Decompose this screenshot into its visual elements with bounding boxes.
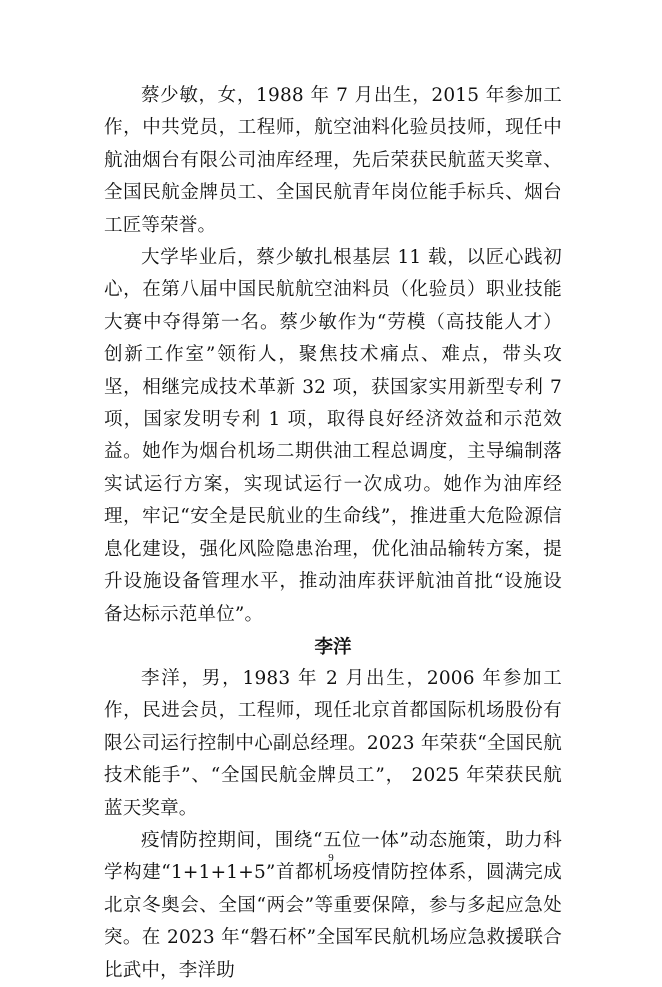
paragraph-li-intro: 李洋，男，1983 年 2 月出生，2006 年参加工作，民进会员，工程师，现任北京首都国际机场股份有限公司运行控制中心副总经理。2023 年荣获“全国民航技术能手”、“全国民航金牌员工”， 2025 年荣获民航蓝天奖章。 xyxy=(104,667,562,819)
body-text xyxy=(104,80,562,987)
page-number: 9 xyxy=(328,852,334,864)
paragraph-cai-achievements: 大学毕业后，蔡少敏扎根基层 11 载，以匠心践初心，在第八届中国民航航空油料员（化验员）职业技能大赛中夺得第一名。蔡少敏作为“劳模（高技能人才）创新工作室”领衔人，聚焦技术痛点、难点，带头攻坚，相继完成技术革新 32 项，获国家实用新型专利 7 项，国家发明专利 1 项，取得良好经济效益和示范效益。她作为烟台机场二期供油工程总调度，主导编制落实试运行方案，实现试运行一次成功。她作为油库经理，牢记“安全是民航业的生命线”，推进重大危险源信息化建设，强化风险隐患治理，优化油品输转方案，提升设施设备管理水平，推动油库获评航油首批“设施设备达标示范单位”。 xyxy=(104,247,562,625)
section-heading-li-yang: 李洋 xyxy=(314,636,352,658)
paragraph-cai-intro: 蔡少敏，女，1988 年 7 月出生，2015 年参加工作，中共党员，工程师，航空油料化验员技师，现任中航油烟台有限公司油库经理，先后荣获民航蓝天奖章、全国民航金牌员工、全国民航青年岗位能手标兵、烟台工匠等荣誉。 xyxy=(104,85,562,236)
paragraph-li-achievements: 疫情防控期间，围绕“五位一体”动态施策，助力科学构建“1+1+1+5”首都机场疫情防控体系，圆满完成北京冬奥会、全国“两会”等重要保障，参与多起应急处突。在 2023 年“磐石杯”全国军民航机场应急救援联合比武中，李洋助 xyxy=(104,829,562,981)
